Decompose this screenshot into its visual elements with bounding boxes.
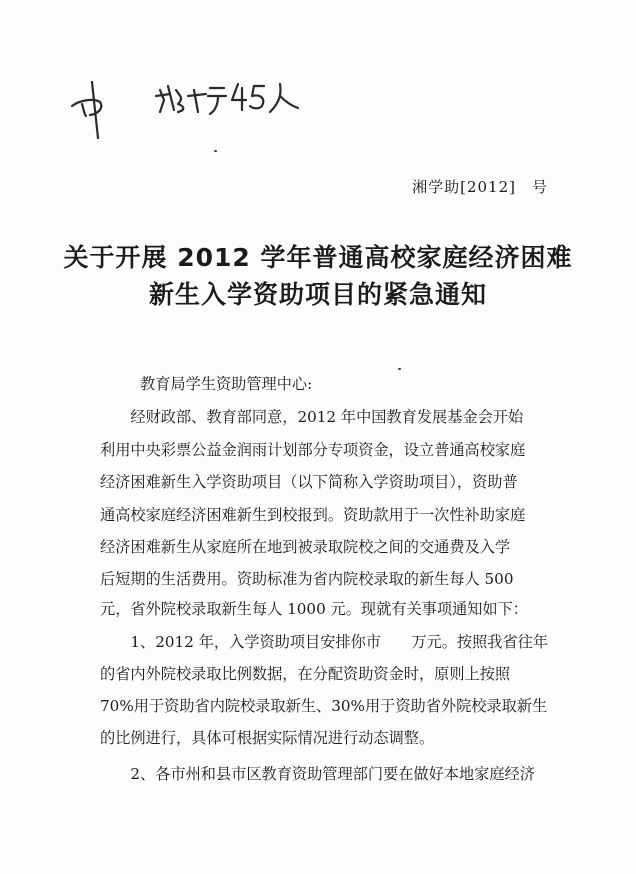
title-line-1: 关于开展 2012 学年普通高校家庭经济困难	[63, 243, 573, 272]
body-line: 通高校家庭经济困难新生到校报到。资助款用于一次性补助家庭	[100, 506, 526, 524]
scan-speck	[214, 150, 217, 152]
addressee: 教育局学生资助管理中心:	[140, 375, 313, 393]
body-line: 1、2012 年，入学资助项目安排你市 万元。按照我省往年	[100, 633, 549, 651]
title-line-2: 新生入学资助项目的紧急通知	[148, 280, 487, 309]
body-line: 70%用于资助省内院校录取新生、30%用于资助省外院校录取新生	[100, 697, 548, 715]
body-line: 利用中央彩票公益金润雨计划部分专项资金，设立普通高校家庭	[100, 441, 526, 459]
body-line: 经财政部、教育部同意，2012 年中国教育发展基金会开始	[100, 408, 524, 426]
body-line: 经济困难新生入学资助项目（以下简称入学资助项目），资助普	[100, 473, 518, 491]
scan-speck	[398, 368, 401, 370]
body-line: 的比例进行，具体可根据实际情况进行动态调整。	[100, 729, 435, 747]
handwritten-note	[60, 60, 300, 150]
body-line: 元，省外院校录取新生每人 1000 元。现就有关事项通知如下：	[100, 600, 528, 618]
body-line: 的省内外院校录取比例数据，在分配资助资金时，原则上按照	[100, 665, 511, 683]
body-line: 2、各市州和县市区教育资助管理部门要在做好本地家庭经济	[100, 765, 535, 783]
body-line: 后短期的生活费用。资助标准为省内院校录取的新生每人 500	[100, 570, 514, 588]
body-line: 经济困难新生从家庭所在地到被录取院校之间的交通费及入学	[100, 538, 511, 556]
document-number: 湘学助[2012] 号	[412, 178, 548, 196]
